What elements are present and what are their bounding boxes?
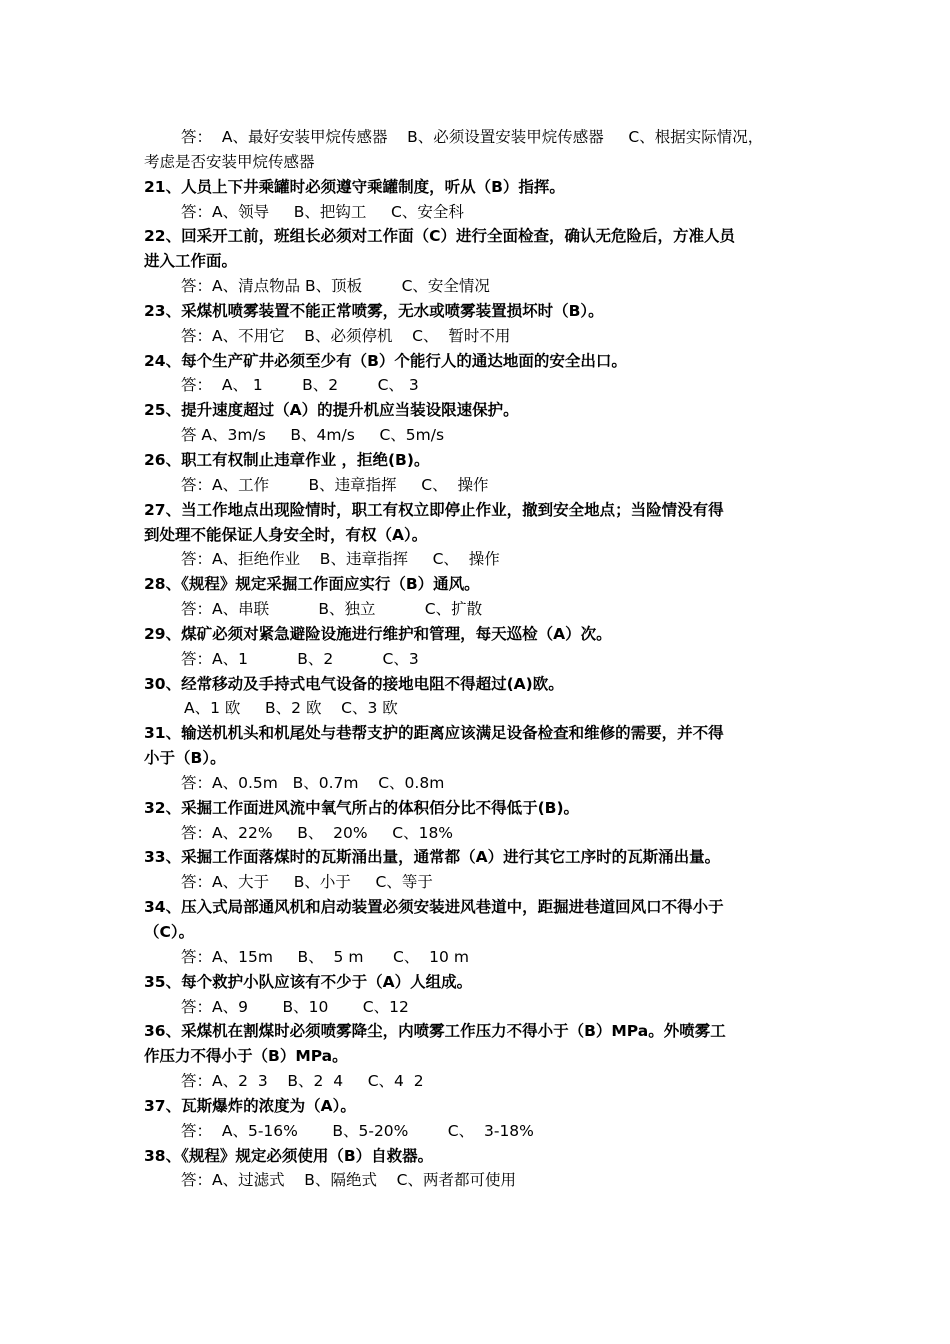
- answer-line: A、1 欧 B、2 欧 C、3 欧: [184, 699, 398, 718]
- question-line: 32、采掘工作面进风流中氧气所占的体积佰分比不得低于(B)。: [144, 798, 580, 817]
- answer-line: 答：A、拒绝作业 B、违章指挥 C、 操作: [181, 550, 500, 569]
- answer-line: 答：A、领导 B、把钩工 C、安全科: [181, 202, 464, 221]
- answer-line: 答： A、最好安装甲烷传感器 B、必须设置安装甲烷传感器 C、根据实际情况，: [181, 128, 764, 146]
- answer-line: 答： A、5-16% B、5-20% C、 3-18%: [181, 1121, 534, 1140]
- question-line: 23、采煤机喷雾装置不能正常喷雾，无水或喷雾装置损坏时（B）。: [144, 301, 604, 320]
- question-line: 到处理不能保证人身安全时，有权（A）。: [144, 525, 428, 544]
- answer-line: 答 A、3m/s B、4m/s C、5m/s: [181, 426, 445, 445]
- question-line: 21、人员上下井乘罐时必须遵守乘罐制度，听从（B）指挥。: [144, 177, 565, 196]
- answer-line: 答：A、不用它 B、必须停机 C、 暂时不用: [181, 326, 511, 345]
- question-line: 27、当工作地点出现险情时，职工有权立即停止作业，撤到安全地点；当险情没有得: [144, 500, 724, 519]
- question-line: 小于（B）。: [144, 749, 226, 768]
- question-line: （C）。: [144, 923, 195, 941]
- question-line: 30、经常移动及手持式电气设备的接地电阻不得超过(A)欧。: [144, 674, 564, 693]
- answer-line: 答：A、0.5m B、0.7m C、0.8m: [181, 773, 445, 792]
- question-line: 34、压入式局部通风机和启动装置必须安装进风巷道中，距掘进巷道回风口不得小于: [144, 898, 724, 917]
- answer-line: 答：A、9 B、10 C、12: [181, 997, 409, 1016]
- question-line: 25、提升速度超过（A）的提升机应当装设限速保护。: [144, 401, 519, 420]
- answer-line: 答：A、大于 B、小于 C、等于: [181, 873, 433, 892]
- document-page: [144, 125, 824, 1193]
- question-line: 29、煤矿必须对紧急避险设施进行维护和管理，每天巡检（A）次。: [144, 624, 612, 643]
- answer-line: 答： A、 1 B、2 C、 3: [181, 376, 419, 395]
- answer-line: 答：A、串联 B、独立 C、扩散: [181, 600, 483, 619]
- answer-line: 答：A、过滤式 B、隔绝式 C、两者都可使用: [181, 1171, 516, 1190]
- answer-continuation-line: 考虑是否安装甲烷传感器: [144, 152, 315, 171]
- answer-line: 答：A、1 B、2 C、3: [181, 649, 419, 668]
- question-line: 26、职工有权制止违章作业 ，拒绝(B)。: [144, 450, 430, 469]
- answer-line: 答：A、清点物品 B、顶板 C、安全情况: [181, 277, 490, 296]
- answer-line: 答：A、工作 B、违章指挥 C、 操作: [181, 475, 489, 494]
- question-line: 33、采掘工作面落煤时的瓦斯涌出量，通常都（A）进行其它工序时的瓦斯涌出量。: [144, 848, 721, 867]
- question-line: 36、采煤机在割煤时必须喷雾降尘，内喷雾工作压力不得小于（B）MPa。外喷雾工: [144, 1022, 726, 1041]
- answer-line: 答：A、15m B、 5 m C、 10 m: [181, 947, 469, 966]
- question-line: 37、瓦斯爆炸的浓度为（A）。: [144, 1096, 356, 1115]
- question-line: 进入工作面。: [144, 252, 238, 271]
- question-line: 35、每个救护小队应该有不少于（A）人组成。: [144, 972, 473, 991]
- question-line: 38、《规程》规定必须使用（B）自救器。: [144, 1146, 434, 1165]
- answer-line: 答：A、2 3 B、2 4 C、4 2: [181, 1072, 424, 1091]
- question-line: 22、回采开工前，班组长必须对工作面（C）进行全面检查，确认无危险后，方准人员: [144, 227, 735, 246]
- question-line: 作压力不得小于（B）MPa。: [144, 1047, 348, 1066]
- question-line: 31、输送机机头和机尾处与巷帮支护的距离应该满足设备检查和维修的需要，并不得: [144, 724, 724, 743]
- question-line: 28、《规程》规定采掘工作面应实行（B）通风。: [144, 575, 480, 594]
- question-line: 24、每个生产矿井必须至少有（B）个能行人的通达地面的安全出口。: [144, 351, 627, 370]
- answer-line: 答：A、22% B、 20% C、18%: [181, 823, 454, 842]
